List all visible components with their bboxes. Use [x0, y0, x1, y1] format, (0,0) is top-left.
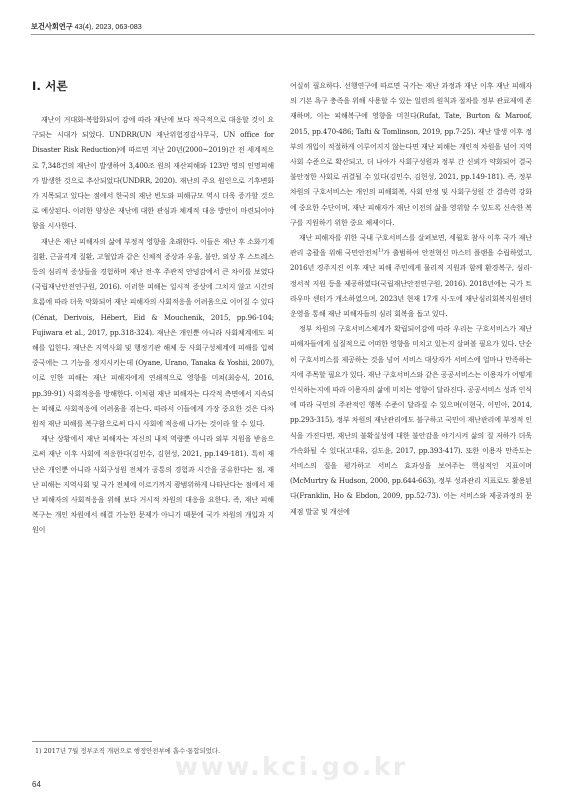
footnote-divider [32, 741, 152, 742]
paragraph: 재난은 재난 피해자의 삶에 부정적 영향을 초래한다. 이들은 재난 후 소화기계 질환, 근골격계 질환, 고혈압과 같은 신체적 증상과 우울, 불안, 외상 후 스트레스 등의 심리적 증상들을 경험하며 재난 전·후 주관적 안녕감에서 큰 차이를 보였다(국립재난안전연구원, 2016). 이러한 피해는 일시적 증상에 그치지 않고 시간의 흐름에 따라 더욱 악화되어 재난 피해자의 사회적응을 어려움으로 이어질 수 있다(Cénat, Derivois, Hébert, Eid & Mouchenik, 2015, pp.96-104; Fujiwara et al., 2017, pp.318-324). 재난은 개인뿐 아니라 사회체계에도 피해를 입힌다. 재난은 지역사회 및 행정기관 해체 등 사회구성체계에 피해를 입혀 중국에는 그 기능을 정지시키는데 (Oyane, Urano, Tanaka & Yoshii, 2007), 이로 인한 피해는 재난 피해자에게 연쇄적으로 영향을 미쳐(최승식, 2016, pp.39-91) 사회적응을 방해한다. 이처럼 재난 피해자는 다각적 측면에서 지속되는 피해로 사회적응에 어려움을 겪는다. 따라서 이들에게 가장 중요한 것은 다차원적 재난 피해를 복구함으로써 다시 사회에 적응해 나가는 것이라 할 수 있다. [32, 236, 274, 429]
running-header [31, 22, 142, 32]
paragraph [290, 230, 532, 321]
journal-issue: 43(4), 2023, 063-083 [72, 22, 142, 31]
header-divider [31, 34, 535, 35]
paragraph: 재난이 거대화·복합화되어 감에 따라 재난에 보다 적극적으로 대응할 것이 요구되는 시대가 되었다. UNDRR(UN 재난위험경감사무국, UN office for Disaster Risk Reduction)에 따르면 지난 20년(2000~2019)간 전 세계적으로 7,348건의 재난이 발생하여 3,400조 원의 재산피해와 123만 명의 인명피해가 발생한 것으로 추산되었다(UNDRR, 2020). 재난의 주요 원인으로 기후변화가 지목되고 있다는 점에서 한국의 재난 빈도와 피해규모 역시 더욱 증가할 것으로 예상된다. 이러한 양상은 재난에 대한 관심과 체계적 대응 방안이 마련되어야 함을 시사한다. [32, 115, 274, 231]
paragraph-text: 가 출범하여 안전혁신 마스터 플랜을 수립하였고, 2016년 경주지진 이후 재난 피해 주민에게 물리적 지원과 함께 환경복구, 심리·정서적 지원 등을 제공하였다(국립재난안전연구원, 2016). 2018년에는 국가 트라우마 센터가 개소하였으며, 2023년 현재 17개 시·도에 재난심리회복지원센터 운영을 통해 재난 피해자들의 심리 회복을 돕고 있다. [290, 248, 533, 319]
paragraph: 정부 차원의 구호서비스체계가 확립되어감에 따라 우리는 구호서비스가 재난 피해자들에게 실질적으로 어떠한 영향을 미치고 있는지 살펴볼 필요가 있다. 단순히 구호서비스를 제공하는 것을 넘어 서비스 대상자가 서비스에 얼마나 만족하는지에 주목할 필요가 있다. 재난 구호서비스와 같은 공공서비스는 이용자가 어떻게 인식하는지에 따라 이용자의 삶에 미치는 영향이 달라진다. 공공서비스 성과 인식에 따라 국민의 주관적인 행복 수준이 달라질 수 있으며(이현국, 이민아, 2014, pp.293-315), 정부 차원의 재난관리에도 불구하고 국민이 재난관리에 부정적 인식을 가진다면, 재난의 불확실성에 대한 불안감을 야기시켜 삶의 질 저하가 더욱 가속화될 수 있다(고대유, 김도윤, 2017, pp.393-417). 또한 이용자 만족도는 서비스의 질을 평가하고 서비스 효과성을 보여주는 핵심적인 지표이며(McMurtry & Hudson, 2000, pp.644-663), 정부 성과관리 지표로도 활용된다(Franklin, Ho & Ebdon, 2009, pp.52-73). 이는 서비스와 제공과정의 문제점 발굴 및 개선에 [290, 324, 532, 516]
page-number: 64 [32, 780, 41, 789]
footnote: 1) 2017년 7월 정부조직 개편으로 행정안전부에 흡수·통합되었다. [35, 747, 221, 755]
right-column [290, 78, 532, 519]
watermark: www.kci.go.kr [175, 752, 408, 781]
journal-name: 보건사회연구 [31, 22, 73, 31]
paragraph: 여실히 필요하다. 선행연구에 따르면 국가는 재난 과정과 재난 이후 재난 피해자의 기본 욕구 충족을 위해 사용할 수 있는 일련의 원칙과 절차를 정부 관료제에 존재하며, 이는 피해복구에 영향을 미친다(Rufat, Tate, Burton & Maroof, 2015, pp.470-486; Tafti & Tomlinson, 2019, pp.7-25). 재난 발생 이후 정부의 개입이 적절하게 이루어지지 않는다면 재난 피해는 개인적 차원을 넘어 지역사회 수준으로 확산되고, 더 나아가 사회구성원과 정부 간 신뢰가 약화되어 결국 불안정한 사회로 귀결될 수 있다(김민수, 김현성, 2021, pp.149-181). 즉, 정부 차원의 구호서비스는 개인의 피해회복, 사회 안정 및 사회구성원 간 결속력 강화에 중요한 수단이며, 재난 피해자가 재난 이전의 삶을 영위할 수 있도록 신속한 복구를 지원하기 위한 중요 체제이다. [290, 81, 532, 227]
paragraph: 재난 상황에서 재난 피해자는 자신의 내적 역량뿐 아니라 외부 지원을 받음으로써 재난 이후 사회에 적응한다(김민수, 김현성, 2021, pp.149-181). 특히 재난은 개인뿐 아니라 사회구성원 전체가 공통의 경험과 시간을 공유한다는 점, 재난 피해는 지역사회 및 국가 전체에 이르기까지 광범위하게 나타난다는 점에서 재난 피해자의 사회적응을 위해 보다 거시적 차원의 대응을 요한다. 즉, 재난 피해 복구는 개인 차원에서 해결 가능한 문제가 아니기 때문에 국가 차원의 개입과 지원이 [32, 434, 274, 535]
footnote-marker[interactable]: 1) [378, 247, 384, 254]
left-column [32, 112, 274, 538]
paragraph-text: 재난 피해자를 위한 국내 구호서비스를 살펴보면, 세월호 참사 이후 국가 재난관리 총괄을 위해 국민안전처 [290, 233, 532, 258]
section-title: Ⅰ. 서론 [32, 79, 68, 93]
